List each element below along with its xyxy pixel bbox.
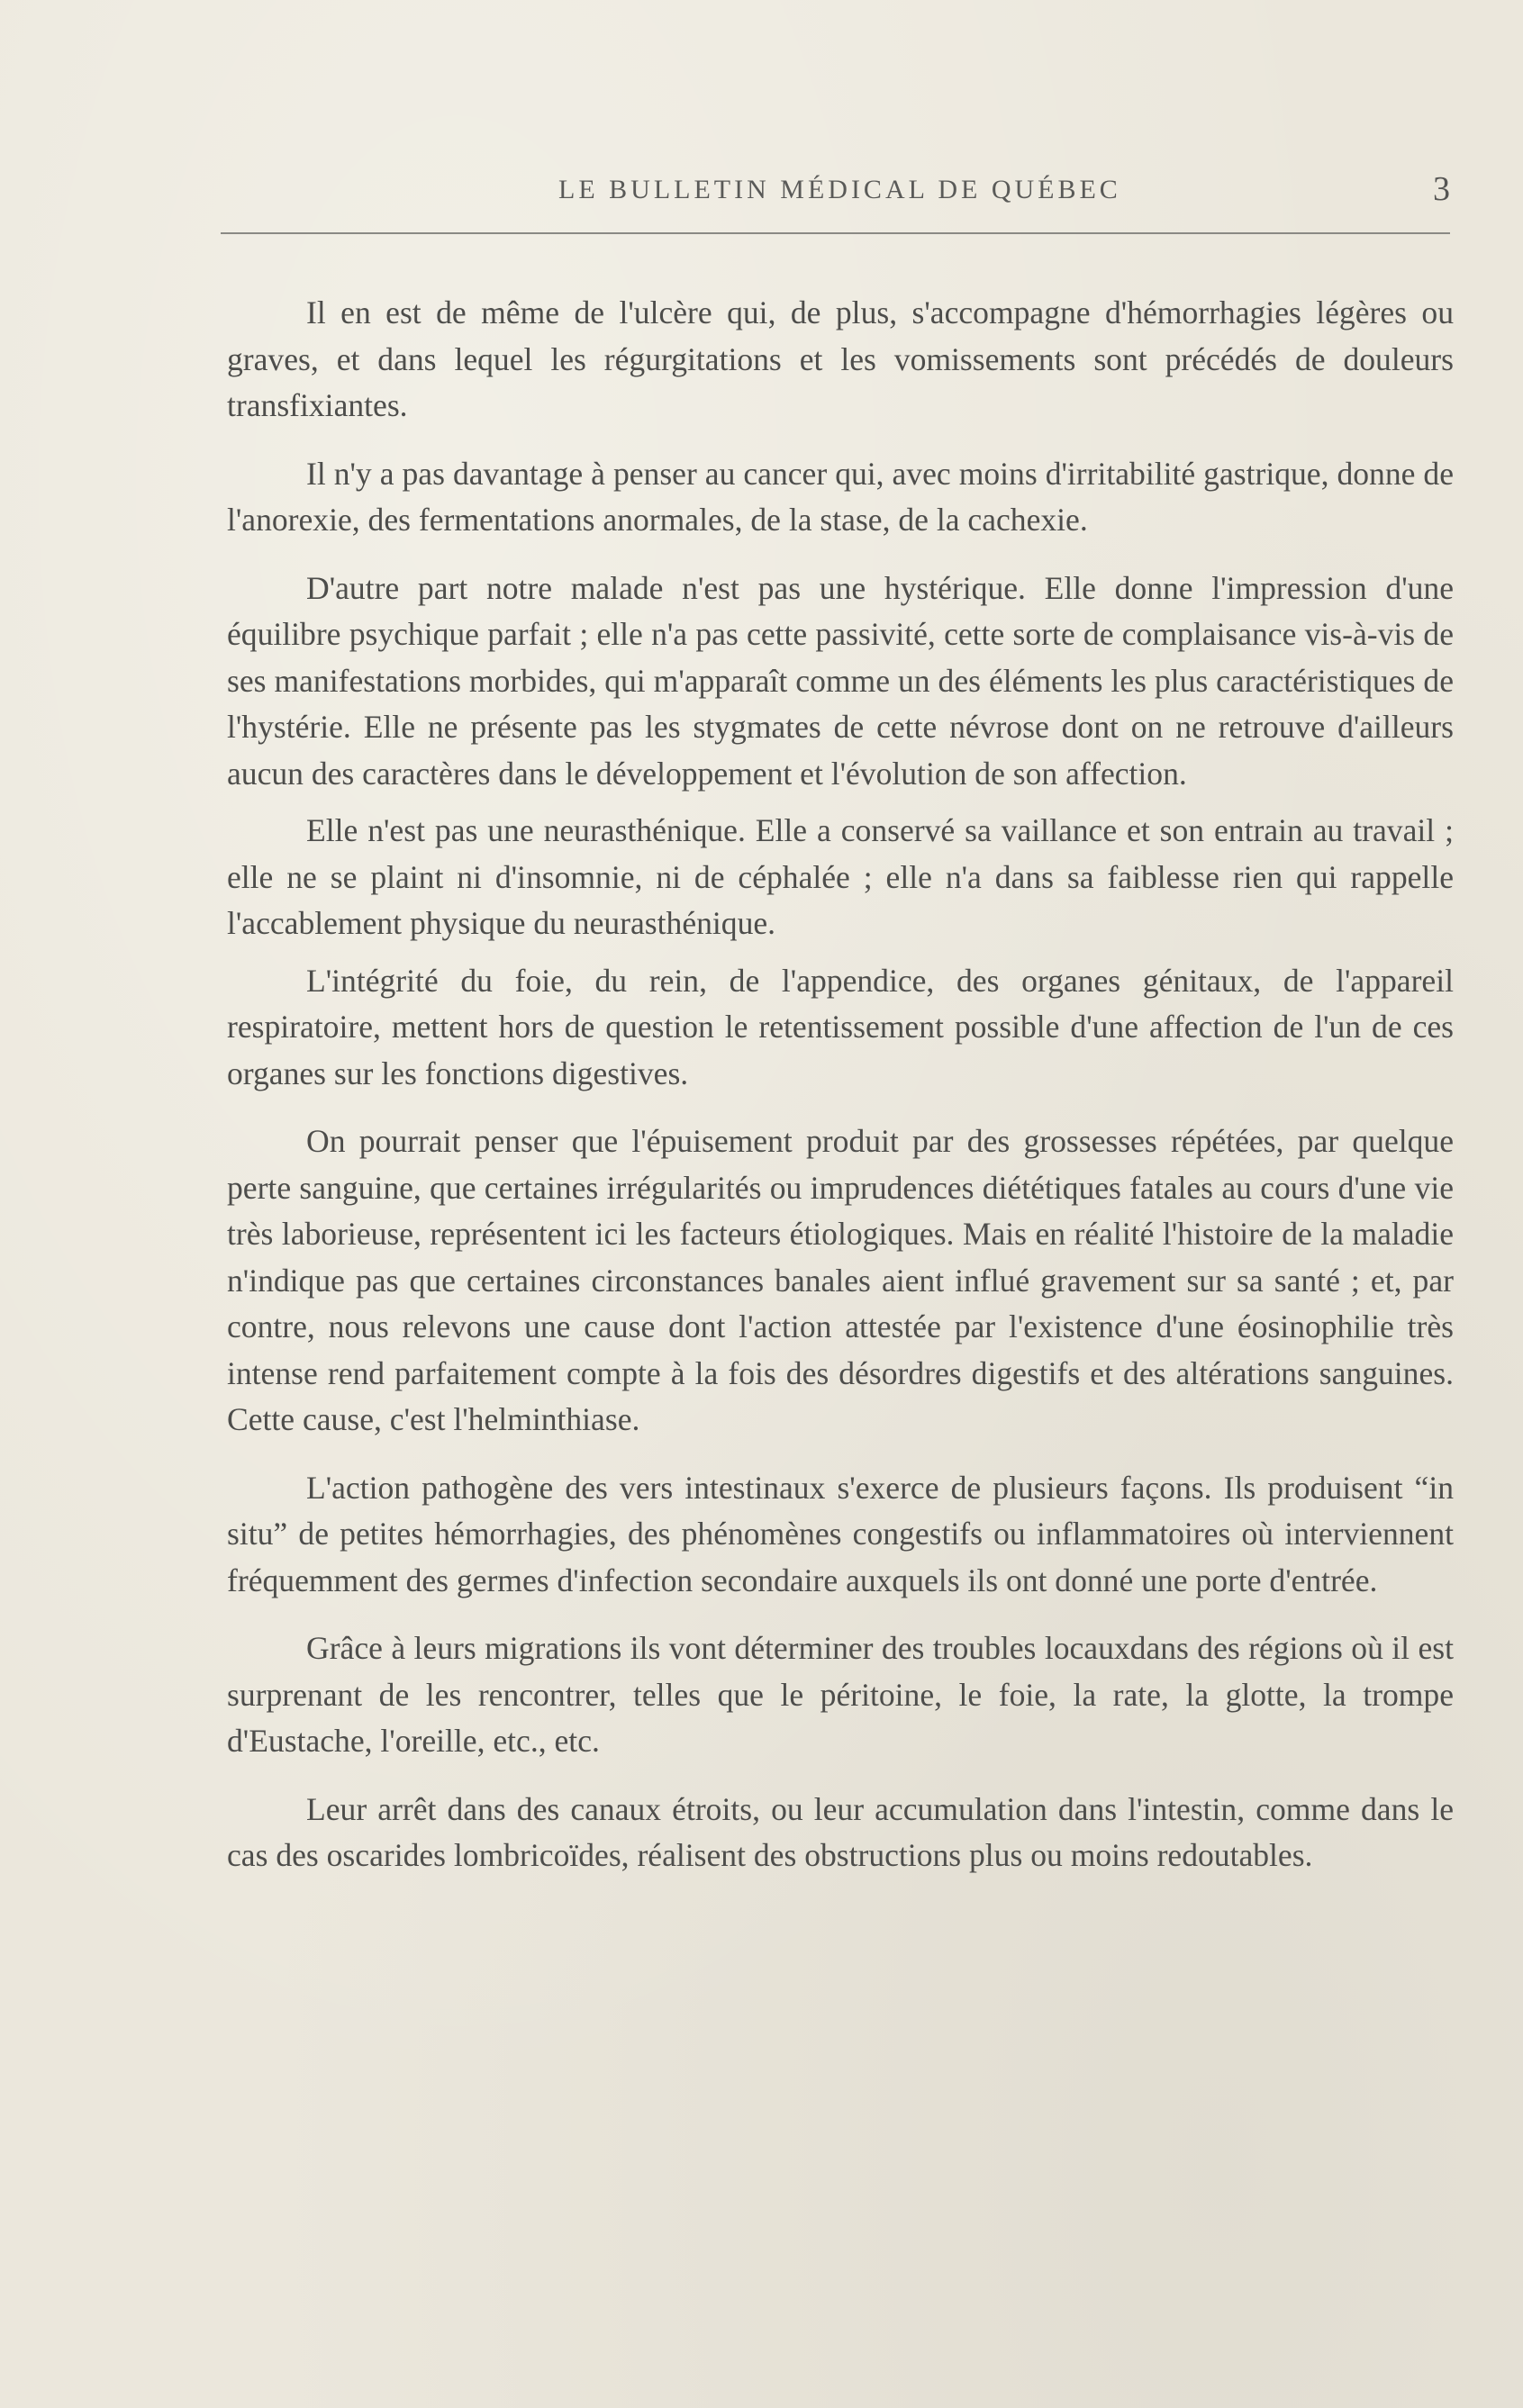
paragraph-ulcere: Il en est de même de l'ulcère qui, de plus, s'accompagne d'hémorrhagies légères ou graves, et dans lequel les régurgitations et les vomissements sont précédés de douleurs transfixiantes. <box>227 294 1454 423</box>
paragraph-integrite: L'intégrité du foie, du rein, de l'appendice, des organes génitaux, de l'appareil respiratoire, mettent hors de question le retentissement possible d'une affection de l'un de ces organes sur les fonctions digestives. <box>227 962 1454 1091</box>
paragraph-action-pathogene: L'action pathogène des vers intestinaux s'exerce de plusieurs façons. Ils produisent “in situ” de petites hémorrhagies, des phénomènes congestifs ou inflammatoires où interviennent fréquemment des germes d'infection secondaire auxquels ils ont donné une porte d'entrée. <box>227 1469 1454 1598</box>
paragraph-migrations: Grâce à leurs migrations ils vont déterminer des troubles locauxdans des régions où il est surprenant de les rencontrer, telles que le péritoine, le foie, la rate, la glotte, la trompe d'Eustache, l'oreille, etc., etc. <box>227 1630 1454 1759</box>
page-header <box>221 169 1450 214</box>
header-rule <box>221 232 1450 234</box>
page-number: 3 <box>1433 170 1450 208</box>
paragraph-neurasthenique: Elle n'est pas une neurasthénique. Elle a conservé sa vaillance et son entrain au travail ; elle ne se plaint ni d'insomnie, ni de céphalée ; elle n'a dans sa faiblesse rien qui rappelle l'accablement physique du neurasthénique. <box>227 812 1454 941</box>
paragraph-etiologie: On pourrait penser que l'épuisement produit par des grossesses répétées, par quelque perte sanguine, que certaines irrégularités ou imprudences diététiques fatales au cours d'une vie très laborieuse, représentent ici les facteurs étiologiques. Mais en réalité l'histoire de la maladie n'indique pas que certaines circonstances banales aient influé gravement sur sa santé ; et, par contre, nous relevons une cause dont l'action attestée par l'existence d'une éosinophilie très intense rend parfaitement compte à la fois des désordres digestifs et des altérations sanguines. Cette cause, c'est l'helminthiase. <box>227 1123 1454 1437</box>
running-title: LE BULLETIN MÉDICAL DE QUÉBEC <box>558 175 1121 204</box>
paragraph-cancer: Il n'y a pas davantage à penser au cancer qui, avec moins d'irritabilité gastrique, donne de l'anorexie, des fermentations anormales, de la stase, de la cachexie. <box>227 455 1454 538</box>
article-body <box>227 290 1454 1901</box>
paragraph-obstructions: Leur arrêt dans des canaux étroits, ou leur accumulation dans l'intestin, comme dans le cas des oscarides lombricoïdes, réalisent des obstructions plus ou moins redoutables. <box>227 1790 1454 1873</box>
paragraph-hysterique: D'autre part notre malade n'est pas une hystérique. Elle donne l'impression d'une équilibre psychique parfait ; elle n'a pas cette passivité, cette sorte de complaisance vis-à-vis de ses manifestations morbides, qui m'apparaît comme un des éléments les plus caractéristiques de l'hystérie. Elle ne présente pas les stygmates de cette névrose dont on ne retrouve d'ailleurs aucun des caractères dans le développement et l'évolution de son affection. <box>227 569 1454 792</box>
